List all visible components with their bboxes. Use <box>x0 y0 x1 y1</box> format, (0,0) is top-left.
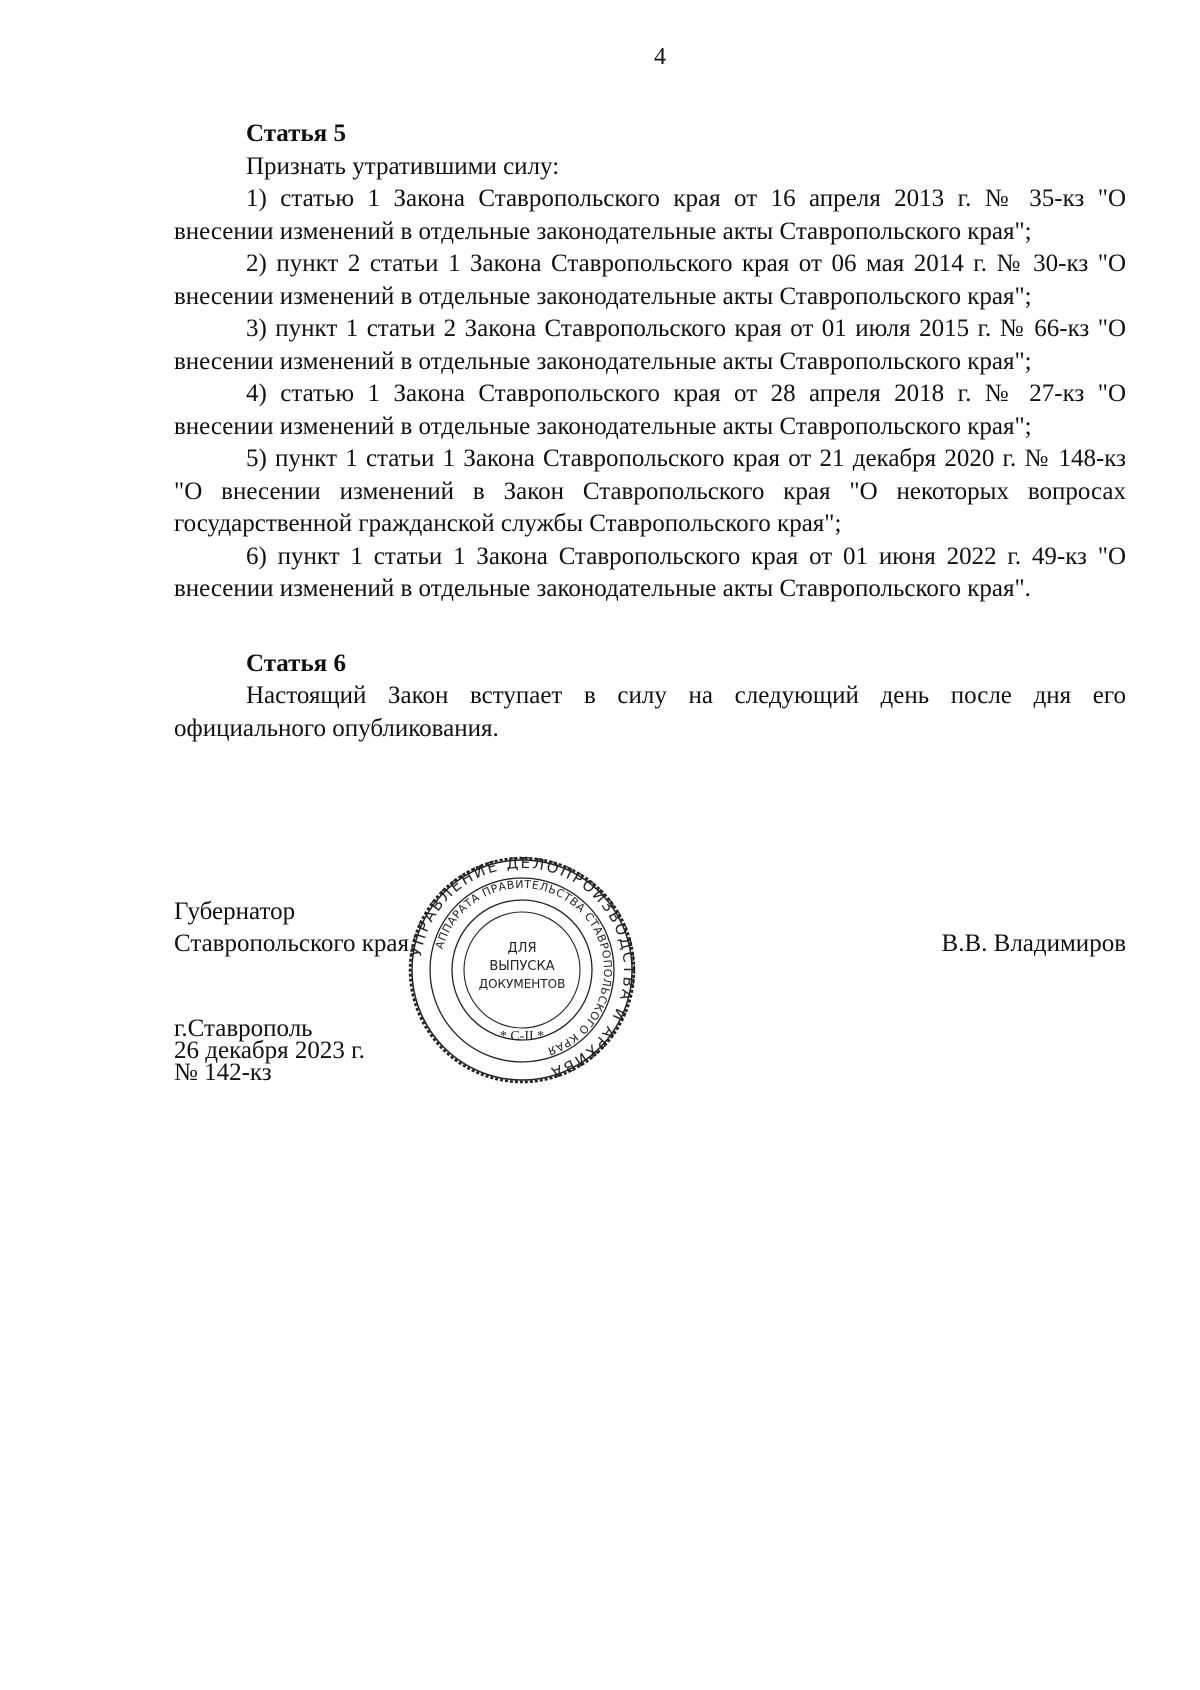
city: г.Ставрополь <box>174 1015 313 1042</box>
article-5-item: 6) пункт 1 статьи 1 Закона Ставропольского края от 01 июня 2022 г. 49-кз "О внесении изменений в отдельные законодательные акты Ставропольского края". <box>174 542 1126 602</box>
law-date: 26 декабря 2023 г. <box>174 1037 365 1064</box>
article-5-item: 4) статью 1 Закона Ставропольского края от 28 апреля 2018 г. № 27-кз "О внесении изменений в отдельные законодательные акты Ставропольского края"; <box>174 380 1126 440</box>
article-6-text: Настоящий Закон вступает в силу на следующий день после дня его официального опубликования. <box>174 682 1126 742</box>
place-date-block <box>174 1015 365 1086</box>
stamp-inner-text: АППАРАТА ПРАВИТЕЛЬСТВА СТАВРОПОЛЬСКОГО КРАЯ <box>432 877 615 1058</box>
article-5-item: 1) статью 1 Закона Ставропольского края от 16 апреля 2013 г. № 35-кз "О внесении изменений в отдельные законодательные акты Ставропольского края"; <box>174 185 1126 245</box>
article-5-intro: Признать утратившими силу: <box>246 152 560 180</box>
signatory-position: Губернатор <box>174 898 296 925</box>
signatory-region: Ставропольского края <box>174 930 409 957</box>
page-number: 4 <box>654 44 666 70</box>
signatory-name: В.В. Владимиров <box>941 930 1126 957</box>
document-body <box>174 118 1126 745</box>
article-5-item: 2) пункт 2 статьи 1 Закона Ставропольского края от 06 мая 2014 г. № 30-кз "О внесении изменений в отдельные законодательные акты Ставропольского края"; <box>174 250 1126 310</box>
stamp-center-line2: ВЫПУСКА <box>489 959 555 974</box>
stamp-center-line3: ДОКУМЕНТОВ <box>478 977 566 991</box>
stamp-center-line1: ДЛЯ <box>507 941 537 956</box>
law-number: № 142-кз <box>174 1059 272 1086</box>
stamp-outer-text: УПРАВЛЕНИЕ ДЕЛОПРОИЗВОДСТВА И АРХИВА <box>406 853 639 1082</box>
article-5-title: Статья 5 <box>246 120 346 147</box>
article-5-item: 5) пункт 1 статьи 1 Закона Ставропольского края от 21 декабря 2020 г. № 148-кз "О внесении изменений в Закон Ставропольского края "О некоторых вопросах государственной гражданской службы Ставропольского края"; <box>174 445 1126 537</box>
official-stamp <box>402 852 642 1088</box>
article-6-title: Статья 6 <box>246 649 346 677</box>
stamp-code: * С-II * <box>499 1029 545 1044</box>
signature-block <box>174 896 1126 960</box>
article-5-item: 3) пункт 1 статьи 2 Закона Ставропольского края от 01 июля 2015 г. № 66-кз "О внесении изменений в отдельные законодательные акты Ставропольского края"; <box>174 315 1126 375</box>
